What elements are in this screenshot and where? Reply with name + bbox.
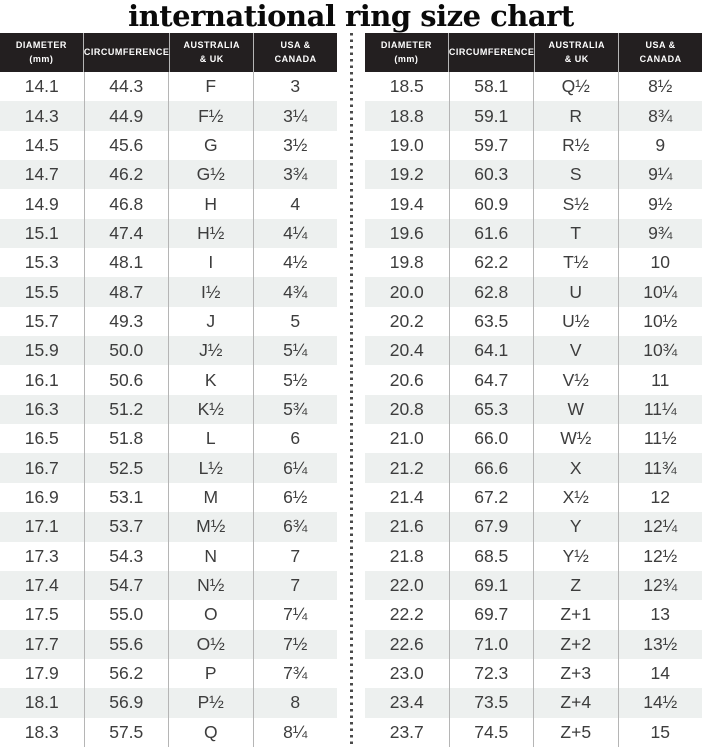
table-row <box>365 131 702 160</box>
cell-diameter: 15.1 <box>24 222 59 243</box>
cell-diameter: 15.3 <box>24 252 59 273</box>
table-row <box>0 219 337 248</box>
cell-circumference: 50.6 <box>84 365 169 394</box>
cell-usa-canada: 11½ <box>618 424 702 453</box>
cell-circumference: 69.1 <box>449 571 534 600</box>
table-row <box>0 365 337 394</box>
cell-australia-uk: I <box>168 248 253 277</box>
cell-usa-canada: 7 <box>253 542 338 571</box>
column-header-circumference <box>83 33 170 72</box>
cell-circumference: 56.2 <box>84 659 169 688</box>
cell-australia-uk: Y½ <box>533 542 618 571</box>
table-row <box>365 542 702 571</box>
cell-australia-uk: I½ <box>168 277 253 306</box>
table-row <box>0 395 337 424</box>
cell-diameter: 16.3 <box>24 398 59 419</box>
table-header-row <box>0 33 337 72</box>
table-body <box>365 72 702 747</box>
cell-australia-uk: K <box>168 365 253 394</box>
cell-usa-canada: 7¼ <box>253 600 338 629</box>
table-row <box>0 101 337 130</box>
cell-australia-uk: Z+1 <box>533 600 618 629</box>
cell-diameter: 21.6 <box>389 516 424 537</box>
column-header-label: AUSTRALIA <box>183 40 240 51</box>
cell-usa-canada: 9½ <box>618 189 702 218</box>
table-row <box>365 424 702 453</box>
cell-australia-uk: Y <box>533 512 618 541</box>
table-row <box>0 277 337 306</box>
column-header-diameter <box>365 33 448 72</box>
cell-diameter: 19.2 <box>389 164 424 185</box>
table-row <box>365 248 702 277</box>
cell-circumference: 54.7 <box>84 571 169 600</box>
table-header-row <box>365 33 702 72</box>
cell-diameter: 16.1 <box>24 369 59 390</box>
cell-australia-uk: N <box>168 542 253 571</box>
cell-australia-uk: L <box>168 424 253 453</box>
cell-circumference: 49.3 <box>84 307 169 336</box>
table-row <box>365 659 702 688</box>
cell-australia-uk: O½ <box>168 630 253 659</box>
cell-diameter: 18.3 <box>24 721 59 742</box>
cell-usa-canada: 12¾ <box>618 571 702 600</box>
cell-diameter: 18.8 <box>389 105 424 126</box>
cell-circumference: 73.5 <box>449 688 534 717</box>
table-row <box>365 395 702 424</box>
cell-circumference: 53.1 <box>84 483 169 512</box>
column-header-label: USA & <box>280 40 311 51</box>
cell-australia-uk: M <box>168 483 253 512</box>
cell-diameter: 17.1 <box>24 516 59 537</box>
cell-usa-canada: 5¾ <box>253 395 338 424</box>
cell-australia-uk: F½ <box>168 101 253 130</box>
column-header-diameter <box>0 33 83 72</box>
cell-circumference: 44.3 <box>84 72 169 101</box>
cell-usa-canada: 13½ <box>618 630 702 659</box>
cell-circumference: 58.1 <box>449 72 534 101</box>
cell-usa-canada: 3½ <box>253 131 338 160</box>
cell-australia-uk: T½ <box>533 248 618 277</box>
cell-circumference: 62.2 <box>449 248 534 277</box>
cell-circumference: 46.2 <box>84 160 169 189</box>
cell-usa-canada: 6¼ <box>253 453 338 482</box>
cell-australia-uk: P½ <box>168 688 253 717</box>
cell-usa-canada: 12¼ <box>618 512 702 541</box>
cell-usa-canada: 10 <box>618 248 702 277</box>
cell-circumference: 56.9 <box>84 688 169 717</box>
cell-australia-uk: M½ <box>168 512 253 541</box>
cell-diameter: 17.3 <box>24 545 59 566</box>
cell-australia-uk: F <box>168 72 253 101</box>
cell-usa-canada: 14½ <box>618 688 702 717</box>
table-row <box>0 512 337 541</box>
cell-circumference: 67.9 <box>449 512 534 541</box>
table-row <box>0 72 337 101</box>
table-row <box>365 571 702 600</box>
table-row <box>0 131 337 160</box>
cell-diameter: 19.0 <box>389 134 424 155</box>
column-header-usa-canada <box>618 33 702 72</box>
cell-usa-canada: 6 <box>253 424 338 453</box>
cell-circumference: 45.6 <box>84 131 169 160</box>
cell-diameter: 16.7 <box>24 457 59 478</box>
column-header-label: DIAMETER <box>15 40 67 51</box>
table-row <box>0 688 337 717</box>
cell-circumference: 65.3 <box>449 395 534 424</box>
table-row <box>365 630 702 659</box>
cell-australia-uk: V <box>533 336 618 365</box>
cell-circumference: 51.2 <box>84 395 169 424</box>
cell-usa-canada: 10¾ <box>618 336 702 365</box>
table-row <box>365 307 702 336</box>
cell-circumference: 51.8 <box>84 424 169 453</box>
cell-australia-uk: Z <box>533 571 618 600</box>
cell-usa-canada: 3¾ <box>253 160 338 189</box>
column-header-circumference <box>448 33 535 72</box>
cell-circumference: 55.0 <box>84 600 169 629</box>
cell-australia-uk: U½ <box>533 307 618 336</box>
column-header-label: (mm) <box>394 53 419 64</box>
cell-circumference: 74.5 <box>449 718 534 747</box>
column-header-label: USA & <box>645 40 676 51</box>
cell-usa-canada: 15 <box>618 718 702 747</box>
cell-usa-canada: 11¾ <box>618 453 702 482</box>
cell-australia-uk: W½ <box>533 424 618 453</box>
cell-usa-canada: 11 <box>618 365 702 394</box>
column-header-australia-uk <box>534 33 618 72</box>
cell-circumference: 47.4 <box>84 219 169 248</box>
cell-usa-canada: 3¼ <box>253 101 338 130</box>
cell-australia-uk: Z+4 <box>533 688 618 717</box>
cell-australia-uk: U <box>533 277 618 306</box>
cell-australia-uk: R <box>533 101 618 130</box>
cell-circumference: 50.0 <box>84 336 169 365</box>
cell-australia-uk: L½ <box>168 453 253 482</box>
cell-australia-uk: N½ <box>168 571 253 600</box>
cell-circumference: 44.9 <box>84 101 169 130</box>
cell-circumference: 48.1 <box>84 248 169 277</box>
tables-container <box>0 33 702 747</box>
cell-circumference: 66.0 <box>449 424 534 453</box>
cell-circumference: 69.7 <box>449 600 534 629</box>
cell-australia-uk: J½ <box>168 336 253 365</box>
table-row <box>365 483 702 512</box>
cell-australia-uk: Q <box>168 718 253 747</box>
cell-usa-canada: 12½ <box>618 542 702 571</box>
cell-usa-canada: 10½ <box>618 307 702 336</box>
table-row <box>365 189 702 218</box>
cell-diameter: 18.5 <box>389 76 424 97</box>
table-row <box>0 600 337 629</box>
cell-usa-canada: 7¾ <box>253 659 338 688</box>
cell-australia-uk: Z+3 <box>533 659 618 688</box>
cell-diameter: 15.9 <box>24 340 59 361</box>
table-row <box>365 219 702 248</box>
cell-australia-uk: X½ <box>533 483 618 512</box>
cell-diameter: 17.9 <box>24 663 59 684</box>
cell-circumference: 67.2 <box>449 483 534 512</box>
cell-usa-canada: 5½ <box>253 365 338 394</box>
cell-australia-uk: H½ <box>168 219 253 248</box>
cell-usa-canada: 4½ <box>253 248 338 277</box>
cell-usa-canada: 8¼ <box>253 718 338 747</box>
cell-australia-uk: J <box>168 307 253 336</box>
column-header-australia-uk <box>169 33 253 72</box>
table-row <box>0 630 337 659</box>
cell-circumference: 64.7 <box>449 365 534 394</box>
cell-diameter: 20.8 <box>389 398 424 419</box>
cell-australia-uk: S½ <box>533 189 618 218</box>
cell-diameter: 16.9 <box>24 486 59 507</box>
cell-diameter: 17.4 <box>24 575 59 596</box>
cell-australia-uk: H <box>168 189 253 218</box>
cell-usa-canada: 13 <box>618 600 702 629</box>
cell-circumference: 64.1 <box>449 336 534 365</box>
cell-circumference: 53.7 <box>84 512 169 541</box>
cell-diameter: 18.1 <box>24 692 59 713</box>
cell-diameter: 17.7 <box>24 633 59 654</box>
cell-usa-canada: 4 <box>253 189 338 218</box>
cell-diameter: 15.5 <box>24 281 59 302</box>
table-row <box>365 277 702 306</box>
cell-circumference: 60.3 <box>449 160 534 189</box>
cell-usa-canada: 5 <box>253 307 338 336</box>
cell-diameter: 20.6 <box>389 369 424 390</box>
table-row <box>365 72 702 101</box>
column-header-label: & UK <box>199 53 224 64</box>
column-header-label: CIRCUMFERENCE <box>448 46 535 57</box>
cell-diameter: 21.2 <box>389 457 424 478</box>
table-row <box>365 365 702 394</box>
table-body <box>0 72 337 747</box>
table-row <box>0 189 337 218</box>
cell-diameter: 15.7 <box>24 310 59 331</box>
cell-australia-uk: G½ <box>168 160 253 189</box>
table-row <box>365 453 702 482</box>
cell-usa-canada: 9 <box>618 131 702 160</box>
table-row <box>0 160 337 189</box>
cell-usa-canada: 14 <box>618 659 702 688</box>
cell-australia-uk: X <box>533 453 618 482</box>
cell-usa-canada: 10¼ <box>618 277 702 306</box>
cell-circumference: 57.5 <box>84 718 169 747</box>
cell-circumference: 63.5 <box>449 307 534 336</box>
cell-circumference: 54.3 <box>84 542 169 571</box>
cell-usa-canada: 4¾ <box>253 277 338 306</box>
table-row <box>365 688 702 717</box>
cell-usa-canada: 8 <box>253 688 338 717</box>
column-header-label: (mm) <box>29 53 54 64</box>
column-header-usa-canada <box>253 33 337 72</box>
cell-australia-uk: Z+2 <box>533 630 618 659</box>
cell-usa-canada: 5¼ <box>253 336 338 365</box>
cell-circumference: 66.6 <box>449 453 534 482</box>
cell-diameter: 19.8 <box>389 252 424 273</box>
cell-diameter: 19.6 <box>389 222 424 243</box>
cell-australia-uk: V½ <box>533 365 618 394</box>
cell-diameter: 19.4 <box>389 193 424 214</box>
cell-usa-canada: 6¾ <box>253 512 338 541</box>
table-row <box>0 336 337 365</box>
cell-usa-canada: 3 <box>253 72 338 101</box>
cell-diameter: 17.5 <box>24 604 59 625</box>
cell-circumference: 48.7 <box>84 277 169 306</box>
table-row <box>365 336 702 365</box>
cell-australia-uk: Z+5 <box>533 718 618 747</box>
cell-circumference: 62.8 <box>449 277 534 306</box>
table-row <box>365 160 702 189</box>
cell-diameter: 23.0 <box>389 663 424 684</box>
cell-usa-canada: 11¼ <box>618 395 702 424</box>
cell-usa-canada: 7 <box>253 571 338 600</box>
cell-usa-canada: 12 <box>618 483 702 512</box>
table-row <box>0 483 337 512</box>
cell-australia-uk: K½ <box>168 395 253 424</box>
column-header-label: CANADA <box>274 53 317 64</box>
cell-circumference: 60.9 <box>449 189 534 218</box>
table-row <box>0 307 337 336</box>
cell-circumference: 68.5 <box>449 542 534 571</box>
cell-diameter: 23.7 <box>389 721 424 742</box>
column-header-label: & UK <box>564 53 589 64</box>
table-row <box>0 424 337 453</box>
table-row <box>365 101 702 130</box>
cell-australia-uk: O <box>168 600 253 629</box>
column-header-label: CIRCUMFERENCE <box>83 46 170 57</box>
table-row <box>0 453 337 482</box>
table-row <box>0 718 337 747</box>
cell-diameter: 21.4 <box>389 486 424 507</box>
cell-circumference: 72.3 <box>449 659 534 688</box>
cell-australia-uk: R½ <box>533 131 618 160</box>
cell-diameter: 16.5 <box>24 428 59 449</box>
cell-circumference: 61.6 <box>449 219 534 248</box>
column-header-label: CANADA <box>639 53 682 64</box>
ring-size-table-left <box>0 33 337 747</box>
cell-diameter: 20.0 <box>389 281 424 302</box>
cell-diameter: 14.5 <box>24 134 59 155</box>
cell-usa-canada: 9¼ <box>618 160 702 189</box>
table-row <box>0 542 337 571</box>
cell-diameter: 14.7 <box>24 164 59 185</box>
dotted-divider <box>337 33 365 747</box>
cell-diameter: 23.4 <box>389 692 424 713</box>
cell-diameter: 14.1 <box>24 76 59 97</box>
column-header-label: DIAMETER <box>380 40 432 51</box>
cell-circumference: 55.6 <box>84 630 169 659</box>
cell-circumference: 52.5 <box>84 453 169 482</box>
cell-circumference: 46.8 <box>84 189 169 218</box>
cell-australia-uk: P <box>168 659 253 688</box>
cell-diameter: 22.2 <box>389 604 424 625</box>
table-row <box>0 659 337 688</box>
cell-australia-uk: S <box>533 160 618 189</box>
cell-usa-canada: 8½ <box>618 72 702 101</box>
cell-diameter: 22.6 <box>389 633 424 654</box>
table-row <box>0 571 337 600</box>
table-row <box>365 600 702 629</box>
cell-australia-uk: Q½ <box>533 72 618 101</box>
cell-circumference: 59.1 <box>449 101 534 130</box>
ring-size-table-right <box>365 33 702 747</box>
cell-australia-uk: W <box>533 395 618 424</box>
table-row <box>365 718 702 747</box>
cell-diameter: 20.4 <box>389 340 424 361</box>
cell-diameter: 21.8 <box>389 545 424 566</box>
table-row <box>365 512 702 541</box>
table-row <box>0 248 337 277</box>
cell-diameter: 14.9 <box>24 193 59 214</box>
cell-diameter: 21.0 <box>389 428 424 449</box>
page-title: international ring size chart <box>128 0 574 33</box>
cell-australia-uk: T <box>533 219 618 248</box>
cell-circumference: 59.7 <box>449 131 534 160</box>
cell-diameter: 20.2 <box>389 310 424 331</box>
cell-usa-canada: 7½ <box>253 630 338 659</box>
cell-usa-canada: 8¾ <box>618 101 702 130</box>
cell-usa-canada: 4¼ <box>253 219 338 248</box>
cell-diameter: 14.3 <box>24 105 59 126</box>
cell-diameter: 22.0 <box>389 575 424 596</box>
cell-circumference: 71.0 <box>449 630 534 659</box>
cell-australia-uk: G <box>168 131 253 160</box>
cell-usa-canada: 9¾ <box>618 219 702 248</box>
cell-usa-canada: 6½ <box>253 483 338 512</box>
column-header-label: AUSTRALIA <box>548 40 605 51</box>
